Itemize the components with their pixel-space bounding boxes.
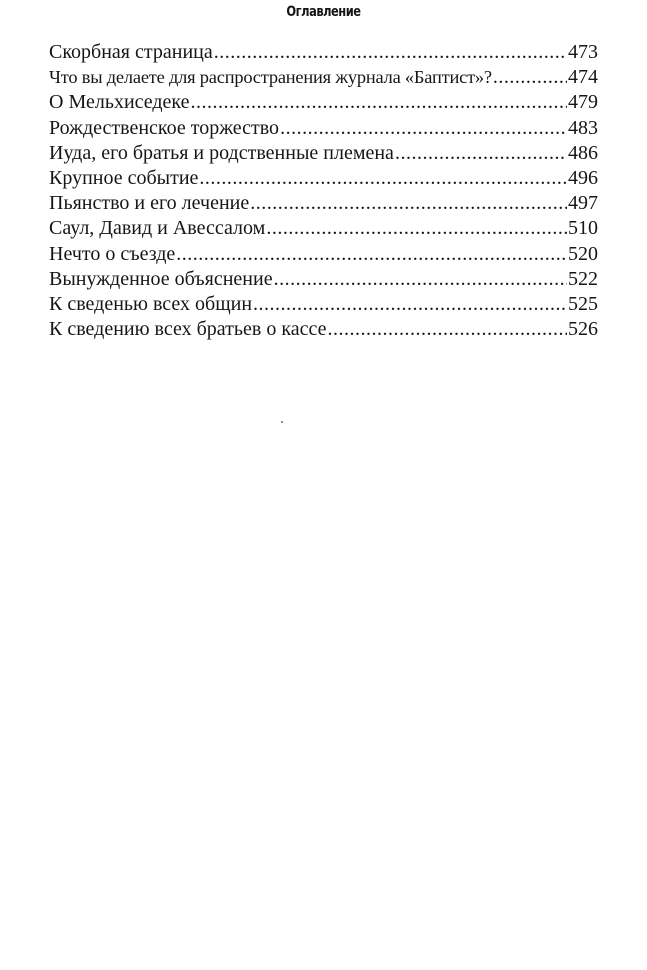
toc-entry-page: 522 — [568, 267, 598, 290]
dot-leader — [214, 40, 567, 65]
toc-entry-title: Вынужденное объяснение — [49, 267, 273, 290]
toc-entry-title: Нечто о съезде — [49, 242, 176, 265]
toc-entry-title: О Мельхиседеке — [49, 91, 190, 114]
dot-leader — [274, 267, 567, 292]
dot-leader — [266, 216, 567, 241]
dot-leader — [253, 292, 567, 317]
toc-entry-page: 473 — [568, 41, 598, 63]
dot-leader — [250, 191, 567, 216]
dot-leader — [199, 166, 567, 191]
page-title: Оглавление — [286, 4, 361, 20]
toc-entry — [49, 267, 598, 292]
toc-entry — [49, 141, 598, 166]
dot-leader — [493, 65, 567, 90]
toc-entry-page: 510 — [568, 217, 598, 240]
toc-entry — [49, 166, 598, 191]
toc-entry — [49, 40, 598, 65]
toc-entry-page: 483 — [568, 116, 598, 139]
toc-entry-page: 497 — [568, 192, 598, 215]
toc-entry-title: К сведенью всех общин — [49, 292, 253, 315]
toc-entry-title: Иуда, его братья и родственные племена — [49, 141, 394, 164]
toc-entry — [49, 65, 598, 90]
toc-entry — [49, 292, 598, 317]
toc-entry — [49, 317, 598, 342]
toc-entry-page: 474 — [568, 66, 598, 89]
toc-entry — [49, 90, 598, 115]
dot-leader — [328, 317, 568, 342]
toc-entry-page: 486 — [568, 141, 598, 164]
table-of-contents — [49, 40, 598, 342]
toc-entry-title: Что вы делаете для распространения журнала «Баптист»? — [49, 67, 492, 88]
dot-leader — [395, 141, 567, 166]
dot-leader — [191, 90, 567, 115]
toc-entry-page: 525 — [568, 292, 598, 315]
dot-leader — [176, 242, 567, 267]
toc-entry-title: К сведению всех братьев о кассе — [49, 318, 327, 341]
toc-entry — [49, 242, 598, 267]
toc-entry — [49, 216, 598, 241]
paper-speck — [281, 421, 283, 423]
toc-entry-title: Рождественское торжество — [49, 116, 280, 139]
dot-leader — [280, 116, 567, 141]
toc-entry-page: 526 — [568, 318, 598, 341]
toc-entry-page: 479 — [568, 91, 598, 114]
toc-entry — [49, 116, 598, 141]
toc-entry — [49, 191, 598, 216]
toc-entry-title: Саул, Давид и Авессалом — [49, 217, 266, 240]
toc-entry-page: 496 — [568, 166, 598, 189]
toc-entry-page: 520 — [568, 242, 598, 265]
toc-entry-title: Пьянство и его лечение — [49, 192, 250, 215]
toc-entry-title: Скорбная страница — [49, 41, 213, 63]
toc-entry-title: Крупное событие — [49, 166, 199, 189]
